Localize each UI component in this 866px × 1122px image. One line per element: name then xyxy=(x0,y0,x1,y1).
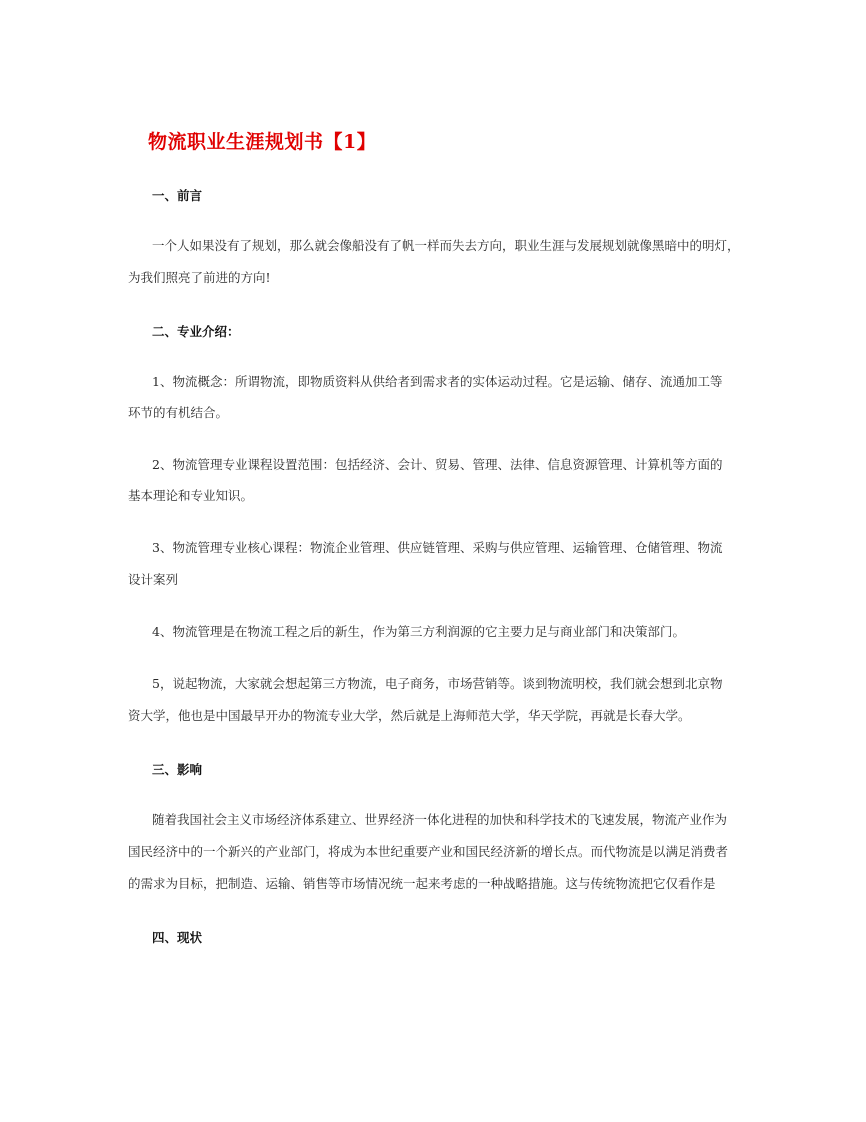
list-item-line: 资大学，他也是中国最早开办的物流专业大学，然后就是上海师范大学，华天学院，再就是长春大学。 xyxy=(128,708,691,723)
document-title: 物流职业生涯规划书【1】 xyxy=(148,131,377,153)
section-heading-impact: 三、影响 xyxy=(152,762,203,777)
paragraph-line: 的需求为目标，把制造、运输、销售等市场情况统一起来考虑的一种战略措施。这与传统物流把它仅看作是 xyxy=(128,876,716,891)
paragraph-line: 一个人如果没有了规划，那么就会像船没有了帆一样而失去方向，职业生涯与发展规划就像黑暗中的明灯， xyxy=(152,238,740,253)
paragraph-line: 国民经济中的一个新兴的产业部门，将成为本世纪重要产业和国民经济新的增长点。而代物流是以满足消费者 xyxy=(128,844,729,859)
paragraph-line: 随着我国社会主义市场经济体系建立、世界经济一体化进程的加快和科学技术的飞速发展，物流产业作为 xyxy=(152,812,728,827)
list-item-line: 环节的有机结合。 xyxy=(128,405,229,420)
list-item-line: 4、物流管理是在物流工程之后的新生，作为第三方利润源的它主要力足与商业部门和决策部门。 xyxy=(152,624,685,639)
list-item-line: 设计案列 xyxy=(128,572,179,587)
list-item-line: 1、物流概念：所谓物流，即物质资料从供给者到需求者的实体运动过程。它是运输、储存、流通加工等 xyxy=(152,374,723,389)
list-item-line: 3、物流管理专业核心课程：物流企业管理、供应链管理、采购与供应管理、运输管理、仓储管理、物流 xyxy=(152,540,723,555)
list-item-line: 2、物流管理专业课程设置范围：包括经济、会计、贸易、管理、法律、信息资源管理、计算机等方面的 xyxy=(152,457,723,472)
paragraph-line: 为我们照亮了前进的方向! xyxy=(128,270,271,285)
section-heading-major: 二、专业介绍： xyxy=(152,324,240,339)
section-heading-preface: 一、前言 xyxy=(152,188,203,203)
list-item-line: 基本理论和专业知识。 xyxy=(128,488,254,503)
section-heading-status: 四、现状 xyxy=(152,930,203,945)
list-item-line: 5，说起物流，大家就会想起第三方物流，电子商务，市场营销等。谈到物流明校，我们就会想到北京物 xyxy=(152,676,723,691)
